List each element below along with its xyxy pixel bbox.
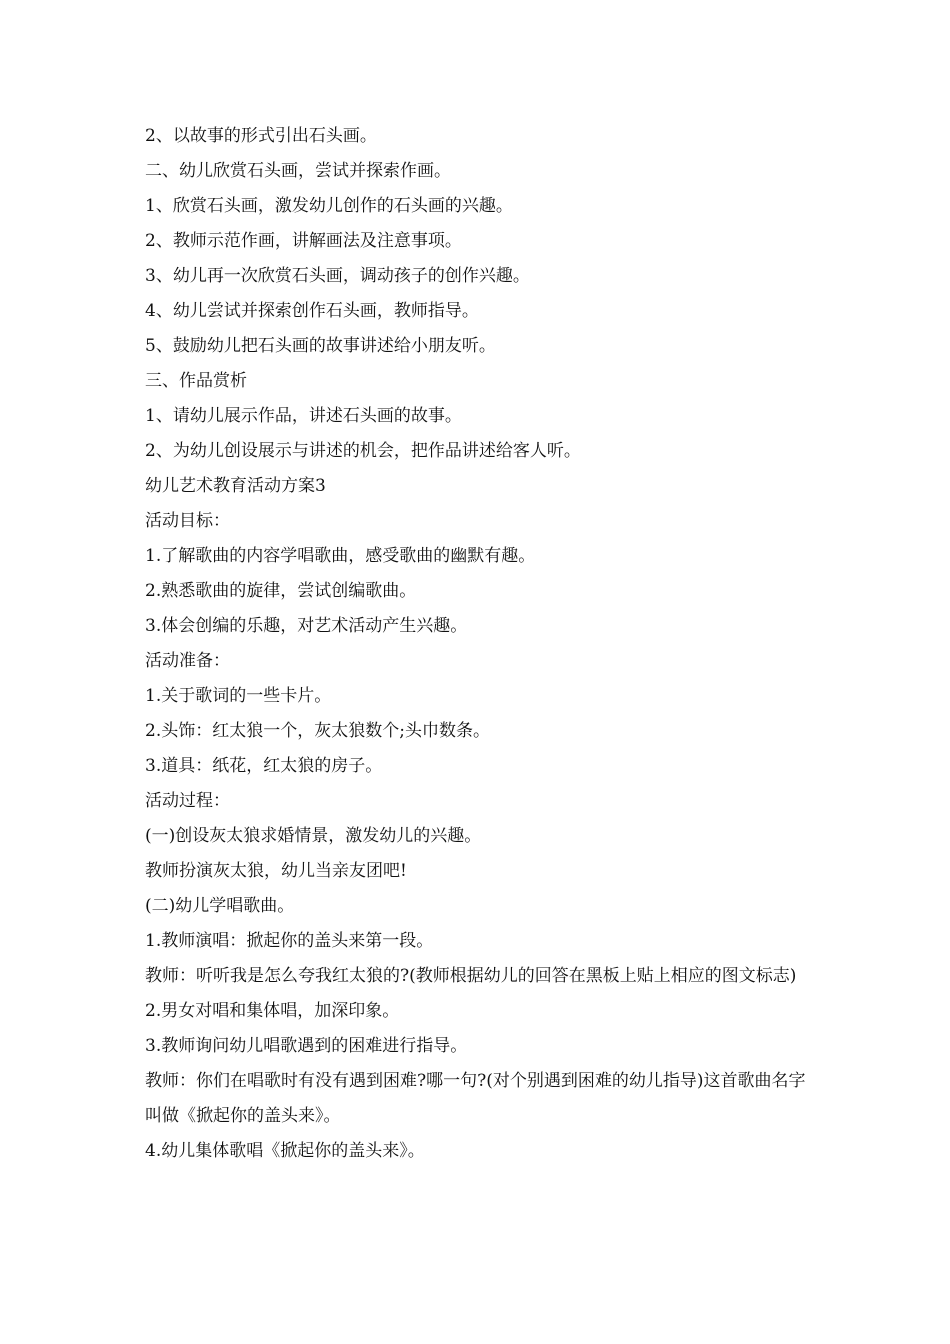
text-line: 教师扮演灰太狼，幼儿当亲友团吧! [145, 861, 407, 881]
text-paragraph: 教师：你们在唱歌时有没有遇到困难?哪一句?(对个别遇到困难的幼儿指导)这首歌曲名字叫做《掀起你的盖头来》。 [145, 1071, 806, 1126]
text-line: 3、幼儿再一次欣赏石头画，调动孩子的创作兴趣。 [145, 266, 530, 286]
section-heading: 活动目标： [145, 511, 230, 531]
text-line: 3.道具：纸花，红太狼的房子。 [145, 756, 383, 776]
section-heading: 活动过程： [145, 791, 230, 811]
document-body [145, 119, 815, 1169]
section-heading: 三、作品赏析 [145, 371, 247, 391]
text-line: 1.关于歌词的一些卡片。 [145, 686, 332, 706]
text-line: (一)创设灰太狼求婚情景，激发幼儿的兴趣。 [145, 826, 482, 846]
text-line: 2、以故事的形式引出石头画。 [145, 126, 377, 146]
text-line: 4、幼儿尝试并探索创作石头画，教师指导。 [145, 301, 479, 321]
text-line: (二)幼儿学唱歌曲。 [145, 896, 295, 916]
text-line: 3.体会创编的乐趣，对艺术活动产生兴趣。 [145, 616, 468, 636]
section-heading: 活动准备： [145, 651, 230, 671]
text-paragraph: 教师：听听我是怎么夸我红太狼的?(教师根据幼儿的回答在黑板上贴上相应的图文标志) [145, 966, 797, 986]
text-line: 1、欣赏石头画，激发幼儿创作的石头画的兴趣。 [145, 196, 513, 216]
text-line: 2、教师示范作画，讲解画法及注意事项。 [145, 231, 462, 251]
text-line: 1、请幼儿展示作品，讲述石头画的故事。 [145, 406, 462, 426]
text-line: 1.了解歌曲的内容学唱歌曲，感受歌曲的幽默有趣。 [145, 546, 536, 566]
text-line: 4.幼儿集体歌唱《掀起你的盖头来》。 [145, 1141, 425, 1161]
text-line: 2.熟悉歌曲的旋律，尝试创编歌曲。 [145, 581, 417, 601]
text-line: 2.男女对唱和集体唱，加深印象。 [145, 1001, 400, 1021]
text-line: 3.教师询问幼儿唱歌遇到的困难进行指导。 [145, 1036, 468, 1056]
text-line: 2.头饰：红太狼一个，灰太狼数个;头巾数条。 [145, 721, 490, 741]
section-heading: 二、幼儿欣赏石头画，尝试并探索作画。 [145, 161, 451, 181]
document-title: 幼儿艺术教育活动方案3 [145, 476, 326, 496]
text-line: 1.教师演唱：掀起你的盖头来第一段。 [145, 931, 434, 951]
text-line: 5、鼓励幼儿把石头画的故事讲述给小朋友听。 [145, 336, 496, 356]
text-line: 2、为幼儿创设展示与讲述的机会，把作品讲述给客人听。 [145, 441, 581, 461]
